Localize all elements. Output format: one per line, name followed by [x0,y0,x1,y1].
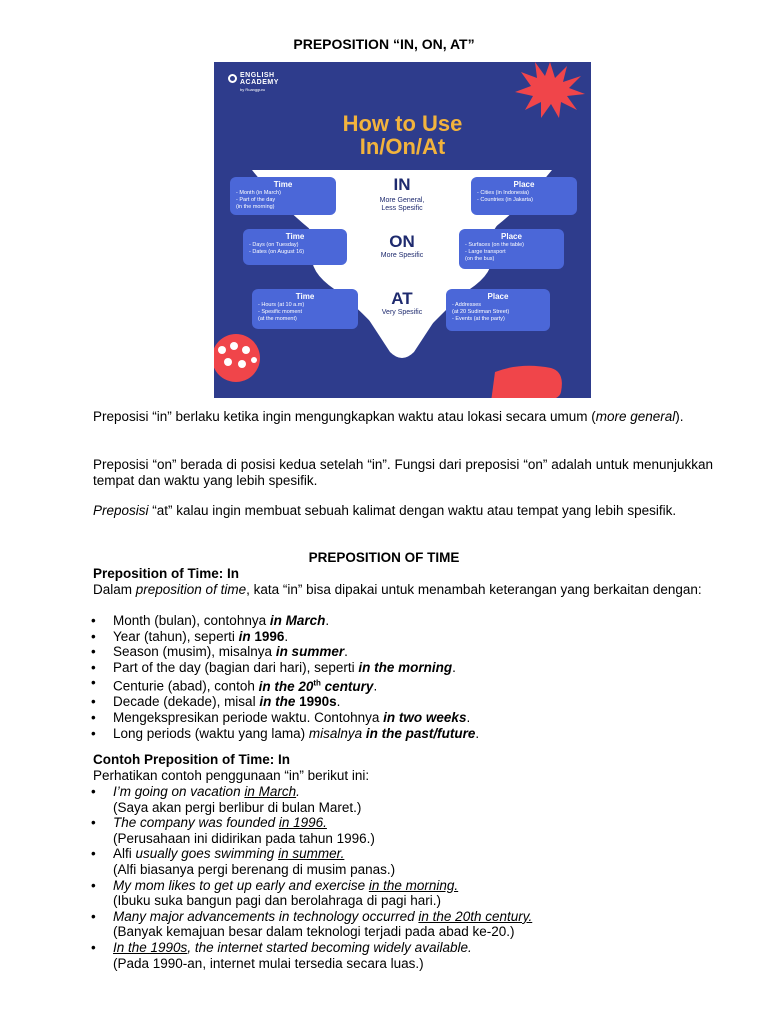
paragraph-at-text: “at” kalau ingin membuat sebuah kalimat dengan waktu atau tempat yang lebih spesifik. [148,503,677,518]
section-heading: PREPOSITION OF TIME [308,550,460,565]
tier-on-place-box [459,229,564,269]
example-translation: (Alfi biasanya pergi berenang di musim panas.) [113,861,396,877]
tier-in-desc-line1: More General, [379,197,425,204]
item-text: Part of the day (bagian dari hari), seperti [113,659,359,675]
infographic-title [214,112,591,158]
item-end: . [452,659,456,675]
cookie-decoration-icon [214,332,270,382]
example-sentence: Many major advancements in technology occurred [113,908,419,924]
tier-in-time-box [230,177,336,215]
tier-at-time-box [252,289,358,329]
tier-in-time-item: (in the morning) [236,204,275,210]
tier-at-place-item: (at 20 Sudirman Street) [452,309,510,315]
example-translation: (Pada 1990-an, internet mulai tersedia secara luas.) [113,955,424,971]
item-end: . [475,725,480,741]
logo-line2: ACADEMY [240,79,279,86]
tier-at-place-item: - Events (at the party) [452,316,505,322]
list-item [93,644,713,660]
example-sentence: The company was founded [113,815,279,831]
item-emphasis: in March [269,613,326,628]
item-text: Centurie (abad), contoh [113,678,259,694]
item-text: Season (musim), misalnya [113,644,276,660]
item-text: Year (tahun), seperti [113,628,239,644]
list-item [93,710,713,726]
tier-in-place-item: - Countries (in Jakarta) [477,197,533,203]
item-italic: misalnya [308,725,363,741]
example-subject: Alfi [113,846,136,862]
example-sentence: I’m going on vacation [113,784,245,799]
tier-at-time-item: (at the moment) [258,316,297,322]
tier-on-desc: More Spesific [380,252,424,259]
time-in-intro-c: , kata “in” bisa dipakai untuk menambah keterangan yang berkaitan dengan: [246,582,702,597]
examples-list [93,784,713,971]
list-item [93,726,713,742]
example-underlined: in the morning. [368,877,459,893]
tier-in-desc [342,197,462,213]
example-end: . [296,784,300,799]
item-text: Decade (dekade), misal [113,694,260,710]
paragraph-on: Preposisi “on” berada di posisi kedua setelah “in”. Fungsi dari preposisi “on” adalah untuk menunjukkan tempat dan waktu yang lebih spesifik. [93,457,713,488]
item-emphasis: in the morning [358,659,453,675]
tier-at-desc: Very Spesific [381,309,423,316]
item-emphasis: in two weeks [383,710,467,726]
tier-in-word: IN [393,175,411,194]
infographic-title-line2: In/On/At [359,134,446,159]
item-bold: 1990s [295,694,337,710]
tier-on-time-box [243,229,347,265]
example-underlined: in 1996. [278,815,327,831]
time-in-heading: Preposition of Time: In [93,566,240,581]
list-item [93,675,713,694]
tier-on-place-item: (on the bus) [465,256,495,262]
example-underlined: In the 1990s [113,939,188,955]
item-text: Mengekspresikan periode waktu. Contohnya [113,710,384,726]
tier-on-time-item: - Dates (on August 16) [249,249,305,255]
item-end: . [325,613,330,628]
example-translation: (Ibuku suka bangun pagi dan berolahraga di pagi hari.) [113,893,441,909]
tier-at-place-title: Place [487,292,509,301]
tier-in-desc-line2: Less Spesific [381,205,423,212]
item-end: . [284,628,289,644]
example-translation: (Saya akan pergi berlibur di bulan Maret.) [113,799,362,815]
item-text: Long periods (waktu yang lama) [113,725,309,741]
tier-on-word: ON [389,232,415,251]
list-item [93,660,713,676]
example-translation: (Perusahaan ini didirikan pada tahun 1996.) [113,830,375,846]
item-emphasis: in [238,628,251,644]
how-to-use-infographic [214,62,591,398]
logo-sub: by Ruangguru [240,87,266,92]
list-item [93,613,713,629]
item-emphasis-2: century [320,678,374,694]
example-underlined: in summer. [278,846,345,862]
item-bold: 1996 [250,628,285,644]
time-in-intro-b: preposition of time [135,582,247,597]
tier-on-place-item: - Surfaces (on the table) [465,242,525,248]
tier-at-place-item: - Addresses [452,302,482,308]
paragraph-in-text: Preposisi “in” berlaku ketika ingin mengungkapkan waktu atau lokasi secara umum ( [93,409,596,424]
example-sentence: usually goes swimming [135,846,279,862]
example-item [93,940,713,956]
tier-in-time-item: - Part of the day [236,197,276,203]
examples-heading: Contoh Preposition of Time: In [93,752,290,767]
example-item [93,909,713,925]
example-underlined: in March [244,784,297,799]
tier-in-time-item: - Month (in March) [236,190,281,196]
item-superscript: th [313,678,321,688]
logo-line1: ENGLISH [240,72,275,79]
paragraph-in-end: ). [675,409,684,424]
paragraph-in-emphasis: more general [595,409,676,424]
item-emphasis: in the [259,694,296,710]
item-end: . [344,644,348,660]
time-in-list [93,613,713,741]
example-item [93,784,713,800]
list-item [93,629,713,645]
list-item [93,694,713,710]
tier-on-time-title: Time [285,232,305,241]
tier-at-time-title: Time [295,292,315,301]
example-item [93,878,713,894]
paragraph-at [93,503,713,519]
document-title: PREPOSITION “IN, ON, AT” [293,36,475,52]
item-end: . [466,710,471,726]
tier-at-time-item: - Hours (at 10 a.m) [258,302,305,308]
tier-on-time-item: - Days (on Tuesday) [249,242,299,248]
examples-intro: Perhatikan contoh penggunaan “in” berikut ini: [93,768,370,783]
tier-at-place-box [446,289,550,331]
tier-at-time-item: - Spesific moment [258,309,303,315]
example-sentence: , the internet started becoming widely available. [187,939,472,955]
paragraph-in [93,409,713,425]
example-item [93,815,713,831]
tier-at-word: AT [391,289,413,308]
example-sentence: My mom likes to get up early and exercise [113,877,369,893]
logo-mark-icon [228,74,237,83]
item-emphasis: in summer [275,644,345,660]
tier-on-place-title: Place [501,232,522,241]
paragraph-at-emphasis: Preposisi [93,503,149,518]
tier-on-place-item: - Large transport [465,249,506,255]
tier-in-place-box [471,177,577,215]
example-item [93,846,713,862]
tier-in-place-title: Place [513,180,535,189]
red-blob-decoration-icon [491,362,571,398]
item-end: . [336,694,341,710]
example-translation: (Banyak kemajuan besar dalam teknologi terjadi pada abad ke-20.) [113,924,515,940]
tier-in-place-item: - Cities (in Indonesia) [477,190,529,196]
item-emphasis: in the 20 [258,678,314,694]
time-in-intro-a: Dalam [93,582,136,597]
item-emphasis: in the past/future [362,725,476,741]
infographic-title-line1: How to Use [342,111,463,136]
item-end: . [373,678,378,694]
time-in-intro [93,582,713,598]
item-text: Month (bulan), contohnya [113,613,270,628]
tier-in-time-title: Time [273,180,293,189]
example-underlined: in the 20th century. [418,908,533,924]
